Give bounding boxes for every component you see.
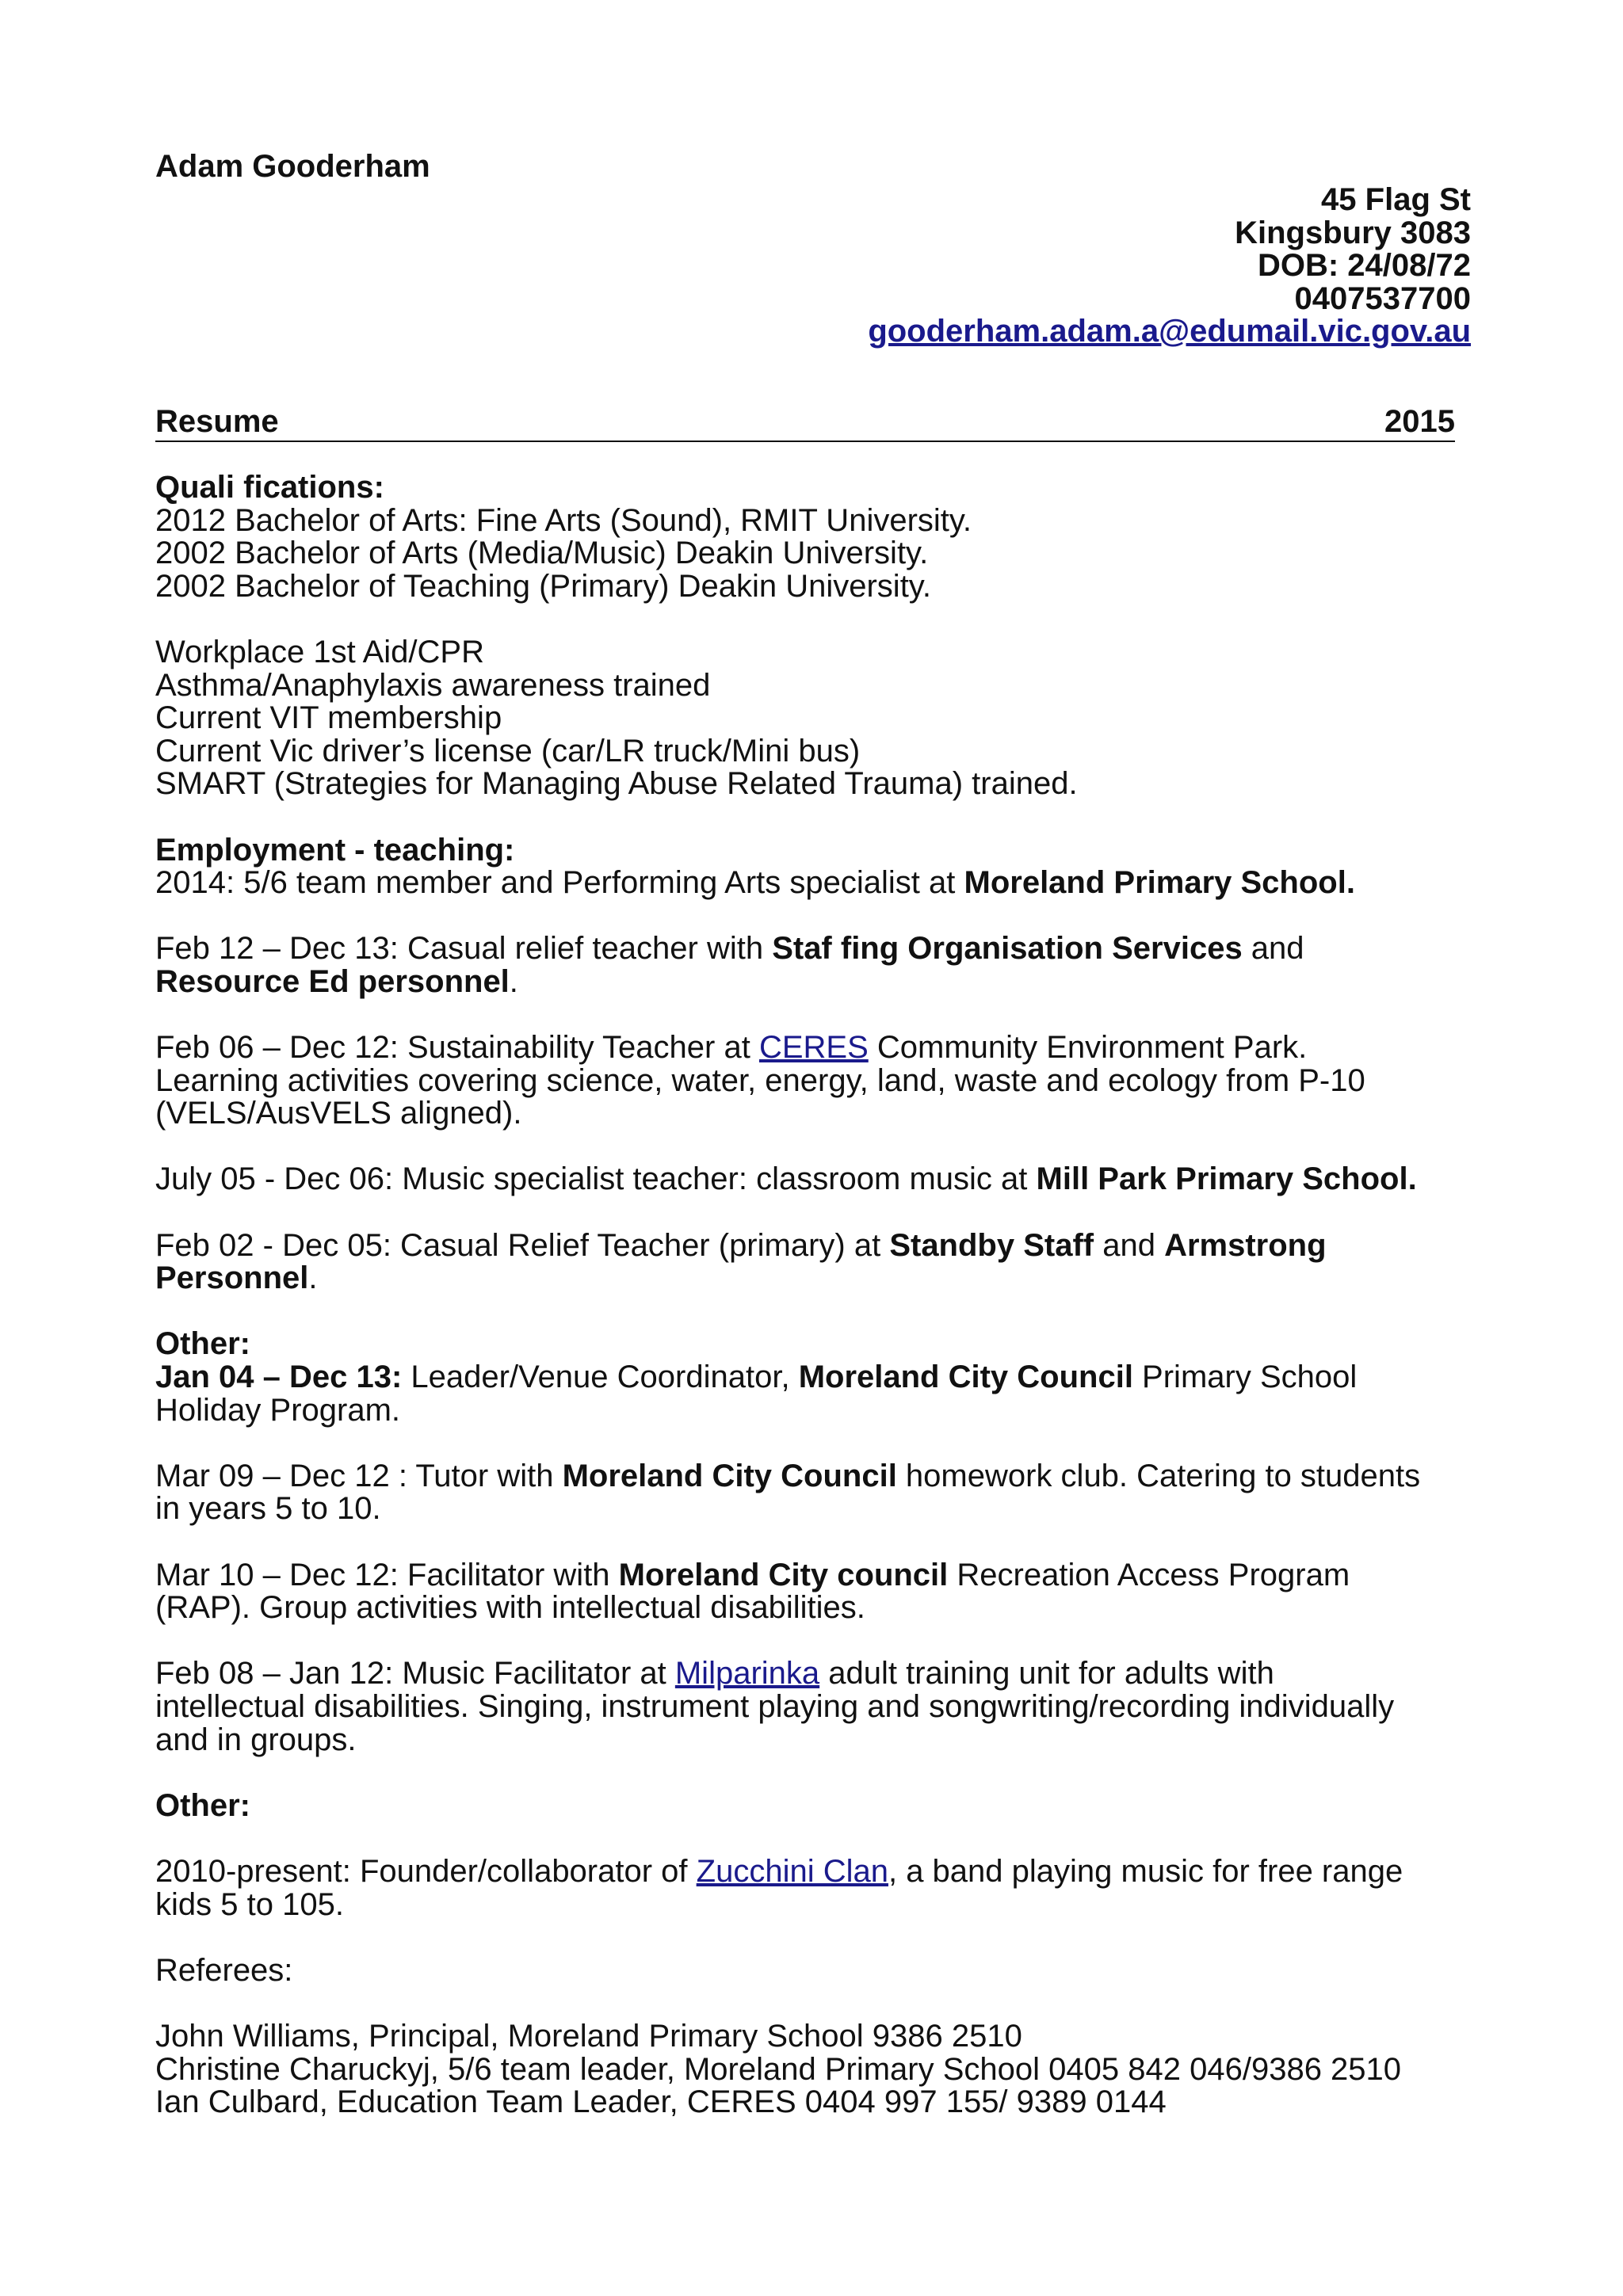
milparinka-link[interactable]: Milparinka — [674, 1656, 820, 1691]
resume-title: Resume — [155, 404, 279, 439]
degree-item: 2012 Bachelor of Arts: Fine Arts (Sound), RMIT University. — [155, 502, 972, 538]
date-of-birth: DOB: 24/08/72 — [1257, 248, 1471, 284]
ceres-link[interactable]: CERES — [758, 1030, 869, 1066]
resume-body: Quali fications: 2012 Bachelor of Arts: Fine Arts (Sound), RMIT University. 2002 Bachelor of Arts (Media/Music) Deakin University. 2002 Bachelor of Teaching (Primary) Deakin University. Workplace 1st Aid/CPR Asthma/Anaphylaxis awareness trained Current VIT membership Current Vic driver’s license (car/LR truck/Mini bus) SMART (Strategies for Managing Abuse Related Trauma) trained. Employment - teaching: 2014: 5/6 team member and Performing Arts specialist at Moreland Primary School. Feb 12 – Dec 13: Casual relief teacher with Staf fing Organisation Services and Resource Ed personnel. Feb 06 – Dec 12: Sustainability Teacher at CERES Community Environment Park. Learning activities covering science, water, energy, land, waste and ecology from P-10 (VELS/AusVELS aligned). July 05 - Dec 06: Music specialist teacher: classroom music at Mill Park Primary School. Feb 02 - Dec 05: Casual Relief Teacher (primary) at Standby Staff and Armstrong Personnel. Other: Jan 04 – Dec 13: Leader/Venue Coordinator, Moreland City Council Primary School Holiday Program. Mar 09 – Dec 12 : Tutor with Moreland City Council homework club. Catering to students in years 5 to 10. Mar 10 – Dec 12: Facilitator with Moreland City council Recreation Access Program (RAP). Group activities with intellectual disabilities. Feb 08 – Jan 12: Music Facilitator at Milparinka adult training unit for adults with intellectual disabilities. Singing, instrument playing and songwriting/recording individually and in groups. Other: 2010-present: Founder/collaborator of Zucchini Clan, a band playing music for free range kids 5 to 105. Referees: John Williams, Principal, Moreland Primary School 9386 2510 Christine Charuckyj, 5/6 team leader, Moreland Primary School 0405 842 046/9386 2510 Ian Culbard, Education Team Leader, CERES 0404 997 155/ 9389 0144 — [155, 471, 1471, 2119]
cert-item: Current VIT membership — [155, 700, 502, 736]
degree-item: 2002 Bachelor of Teaching (Primary) Deakin University. — [155, 568, 931, 604]
employment-entry: July 05 - Dec 06: Music specialist teacher: classroom music at Mill Park Primary School. — [155, 1161, 1417, 1197]
phone-number: 0407537700 — [1294, 280, 1471, 316]
referee-item: Christine Charuckyj, 5/6 team leader, Moreland Primary School 0405 842 046/9386 2510 — [155, 2051, 1402, 2087]
other-entry: Jan 04 – Dec 13: Leader/Venue Coordinator, Moreland City Council Primary School — [155, 1360, 1358, 1395]
degree-item: 2002 Bachelor of Arts (Media/Music) Deakin University. — [155, 536, 929, 571]
address-suburb: Kingsbury 3083 — [1235, 215, 1471, 250]
other-entry: Mar 09 – Dec 12 : Tutor with Moreland City Council homework club. Catering to students — [155, 1458, 1421, 1493]
qualifications-heading: Quali fications: — [155, 470, 384, 505]
zucchini-clan-link[interactable]: Zucchini Clan — [696, 1853, 888, 1889]
band-entry: 2010-present: Founder/collaborator of Zucchini Clan, a band playing music for free range — [155, 1853, 1403, 1889]
referee-item: John Williams, Principal, Moreland Primary School 9386 2510 — [155, 2018, 1022, 2054]
teaching-heading: Employment - teaching: — [155, 832, 515, 868]
contact-block — [868, 184, 1471, 349]
cert-item: Asthma/Anaphylaxis awareness trained — [155, 667, 711, 703]
employment-entry: 2014: 5/6 team member and Performing Arts specialist at Moreland Primary School. — [155, 865, 1355, 901]
cert-item: Current Vic driver’s license (car/LR truck/Mini bus) — [155, 733, 861, 769]
cert-item: SMART (Strategies for Managing Abuse Related Trauma) trained. — [155, 766, 1078, 802]
other2-heading: Other: — [155, 1787, 250, 1823]
resume-year: 2015 — [1384, 404, 1455, 439]
employment-entry: Feb 12 – Dec 13: Casual relief teacher with Staf fing Organisation Services and — [155, 931, 1304, 967]
referees-heading: Referees: — [155, 1952, 293, 1988]
other-heading: Other: — [155, 1326, 250, 1362]
referee-item: Ian Culbard, Education Team Leader, CERES 0404 997 155/ 9389 0144 — [155, 2084, 1167, 2120]
email-link[interactable]: gooderham.adam.a@edumail.vic.gov.au — [868, 314, 1471, 349]
employment-entry: Feb 06 – Dec 12: Sustainability Teacher at CERES Community Environment Park. — [155, 1030, 1308, 1066]
other-entry: Feb 08 – Jan 12: Music Facilitator at Milparinka adult training unit for adults with — [155, 1656, 1274, 1691]
other-entry: Mar 10 – Dec 12: Facilitator with Moreland City council Recreation Access Program — [155, 1557, 1350, 1592]
address-street: 45 Flag St — [1321, 182, 1471, 217]
employment-entry: Feb 02 - Dec 05: Casual Relief Teacher (primary) at Standby Staff and Armstrong — [155, 1227, 1327, 1263]
resume-title-bar — [155, 406, 1455, 442]
cert-item: Workplace 1st Aid/CPR — [155, 634, 484, 669]
applicant-name: Adam Gooderham — [155, 149, 430, 184]
